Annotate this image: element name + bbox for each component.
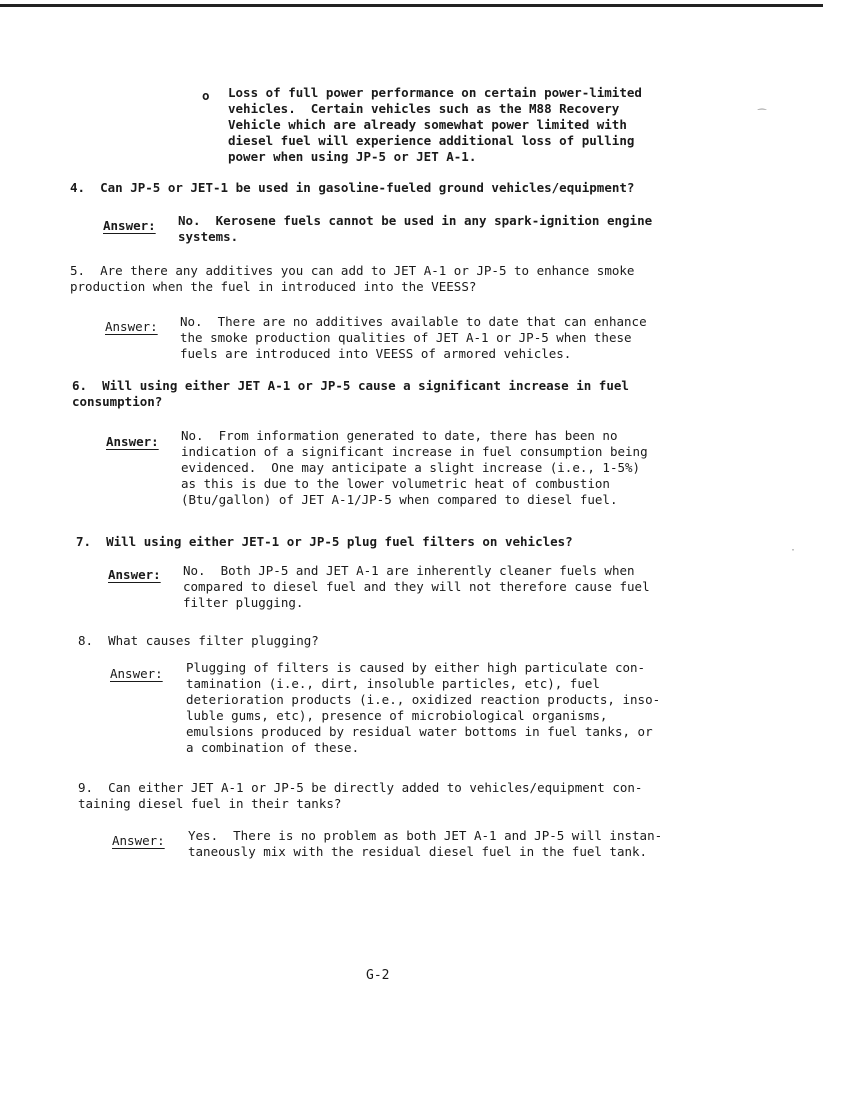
text-line: No. There are no additives available to date that can enhance [180, 314, 647, 329]
bullet-text [228, 85, 642, 165]
text-line: compared to diesel fuel and they will not therefore cause fuel [183, 579, 650, 594]
text-line: fuels are introduced into VEESS of armored vehicles. [180, 346, 572, 361]
answer-8 [186, 660, 660, 756]
answer-7 [183, 563, 650, 611]
text-line: consumption? [72, 394, 163, 409]
scan-speck: · [790, 545, 797, 556]
text-line: No. From information generated to date, there has been no [181, 428, 618, 443]
scan-speck: ⁀ [758, 110, 767, 121]
text-line: Yes. There is no problem as both JET A-1 and JP-5 will instan- [188, 828, 663, 843]
answer-label: Answer: [105, 319, 158, 334]
question-5 [70, 263, 634, 295]
text-line: 5. Are there any additives you can add to JET A-1 or JP-5 to enhance smoke [70, 263, 635, 278]
text-line: emulsions produced by residual water bottoms in fuel tanks, or [186, 724, 653, 739]
text-line: evidenced. One may anticipate a slight increase (i.e., 1-5%) [181, 460, 641, 475]
text-line: indication of a significant increase in fuel consumption being [181, 444, 648, 459]
answer-label: Answer: [106, 434, 159, 449]
text-line: Vehicle which are already somewhat power limited with [228, 117, 627, 132]
text-line: deterioration products (i.e., oxidized reaction products, inso- [186, 692, 661, 707]
answer-9 [188, 828, 662, 860]
question-8 [78, 633, 319, 649]
text-line: power when using JP-5 or JET A-1. [228, 149, 477, 164]
text-line: No. Both JP-5 and JET A-1 are inherently cleaner fuels when [183, 563, 635, 578]
text-line: diesel fuel will experience additional loss of pulling [228, 133, 635, 148]
text-line: 6. Will using either JET A-1 or JP-5 cause a significant increase in fuel [72, 378, 629, 393]
page-number: G-2 [366, 968, 390, 983]
bullet-marker: o [202, 88, 210, 103]
text-line: 9. Can either JET A-1 or JP-5 be directly added to vehicles/equipment con- [78, 780, 643, 795]
text-line: (Btu/gallon) of JET A-1/JP-5 when compared to diesel fuel. [181, 492, 618, 507]
question-4 [70, 180, 634, 196]
text-line: filter plugging. [183, 595, 304, 610]
top-rule [0, 4, 823, 7]
text-line: luble gums, etc), presence of microbiological organisms, [186, 708, 608, 723]
text-line: the smoke production qualities of JET A-1 or JP-5 when these [180, 330, 632, 345]
text-line: 8. What causes filter plugging? [78, 633, 319, 648]
answer-label: Answer: [112, 833, 165, 848]
answer-label: Answer: [108, 567, 161, 582]
answer-label: Answer: [110, 666, 163, 681]
text-line: a combination of these. [186, 740, 360, 755]
text-line: tamination (i.e., dirt, insoluble particles, etc), fuel [186, 676, 600, 691]
text-line: production when the fuel in introduced into the VEESS? [70, 279, 477, 294]
question-9 [78, 780, 642, 812]
text-line: 7. Will using either JET-1 or JP-5 plug fuel filters on vehicles? [76, 534, 573, 549]
text-line: systems. [178, 229, 239, 244]
text-line: as this is due to the lower volumetric heat of combustion [181, 476, 610, 491]
text-line: taining diesel fuel in their tanks? [78, 796, 342, 811]
answer-5 [180, 314, 647, 362]
question-7 [76, 534, 573, 550]
question-6 [72, 378, 629, 410]
text-line: Plugging of filters is caused by either high particulate con- [186, 660, 646, 675]
text-line: 4. Can JP-5 or JET-1 be used in gasoline-fueled ground vehicles/equipment? [70, 180, 635, 195]
answer-6 [181, 428, 648, 508]
answer-4 [178, 213, 652, 245]
text-line: taneously mix with the residual diesel fuel in the fuel tank. [188, 844, 648, 859]
text-line: No. Kerosene fuels cannot be used in any spark-ignition engine [178, 213, 653, 228]
answer-label: Answer: [103, 218, 156, 233]
text-line: vehicles. Certain vehicles such as the M88 Recovery [228, 101, 620, 116]
text-line: Loss of full power performance on certain power-limited [228, 85, 642, 100]
